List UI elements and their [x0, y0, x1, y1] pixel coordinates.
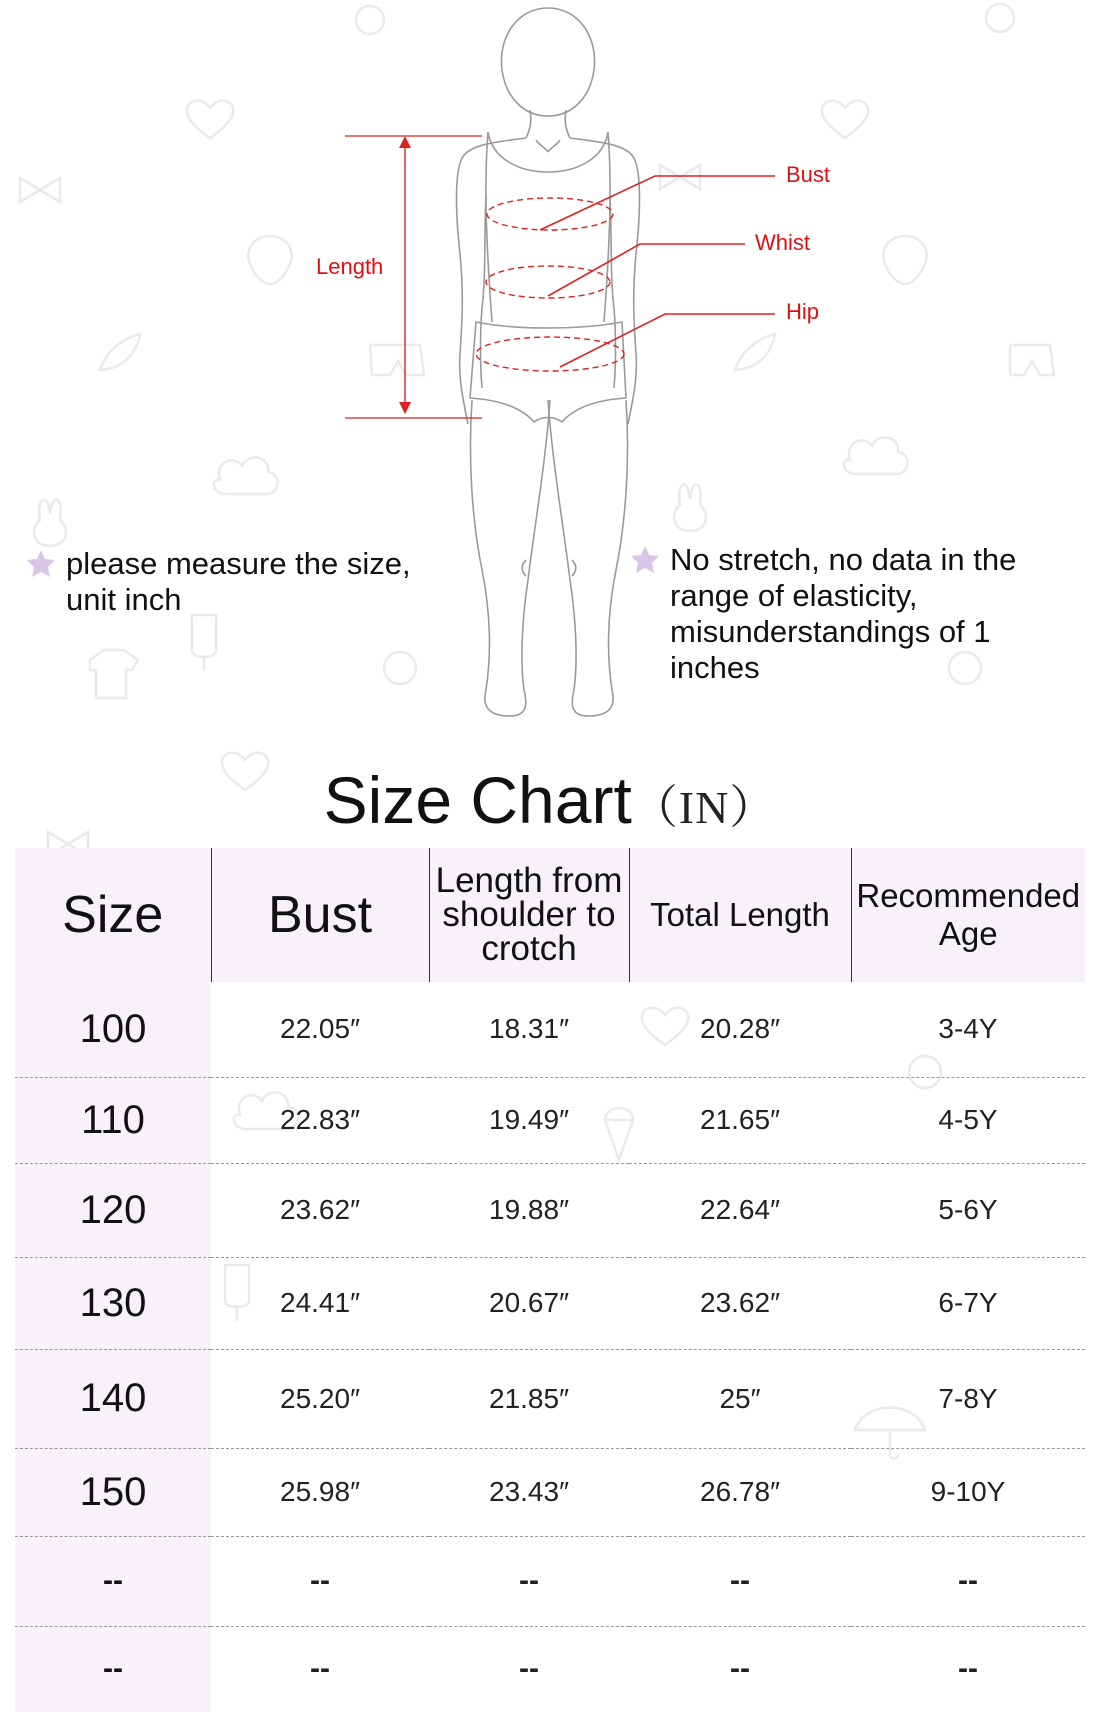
header-bust: Bust [211, 848, 429, 982]
size-cell: 120 [15, 1163, 211, 1257]
left-leg [470, 400, 550, 716]
right-note [670, 542, 1080, 686]
length-cell: 23.43″ [429, 1448, 629, 1536]
table-row [15, 1448, 1085, 1536]
head [501, 8, 594, 116]
bust-cell: 25.98″ [211, 1448, 429, 1536]
bust-cell: 25.20″ [211, 1349, 429, 1448]
left-arm [457, 138, 527, 424]
age-cell: 9-10Y [851, 1448, 1085, 1536]
table-row [15, 1077, 1085, 1163]
header-age: Recommended Age [851, 848, 1085, 982]
total-length-cell: 20.28″ [629, 982, 851, 1077]
bust-cell: 24.41″ [211, 1257, 429, 1349]
table-row [15, 1626, 1085, 1712]
waist-label: Whist [755, 230, 810, 255]
arrow-up-icon [399, 136, 411, 148]
right-inner-arm [610, 196, 616, 388]
hip-leader [560, 314, 775, 367]
bust-cell: 22.05″ [211, 982, 429, 1077]
size-table [15, 848, 1085, 1712]
length-cell: -- [519, 1652, 539, 1686]
size-cell: 100 [15, 982, 211, 1077]
table-header-row [15, 848, 1085, 982]
size-chart-title [0, 760, 1100, 848]
table-row [15, 1257, 1085, 1349]
age-cell: 6-7Y [851, 1257, 1085, 1349]
header-length: Length from shoulder to crotch [429, 848, 629, 982]
bust-cell: 23.62″ [211, 1163, 429, 1257]
hip-ellipse [476, 337, 624, 371]
total-length-cell: 22.64″ [629, 1163, 851, 1257]
length-cell: 21.85″ [429, 1349, 629, 1448]
age-cell: 5-6Y [851, 1163, 1085, 1257]
size-cell: 140 [15, 1349, 211, 1448]
age-cell: -- [851, 1536, 1085, 1626]
length-cell: 20.67″ [429, 1257, 629, 1349]
title-unit: （IN） [631, 782, 777, 833]
bust-leader [540, 176, 775, 230]
size-cell: 110 [15, 1077, 211, 1163]
size-cell: 150 [15, 1448, 211, 1536]
total-length-cell: 21.65″ [629, 1077, 851, 1163]
length-label: Length [316, 254, 384, 279]
title-text: Size Chart [323, 763, 632, 837]
hip-label: Hip [786, 299, 820, 324]
star-icon [630, 544, 660, 574]
length-cell: 18.31″ [429, 982, 629, 1077]
length-cell: -- [429, 1536, 629, 1626]
length-cell: 19.88″ [429, 1163, 629, 1257]
waist-leader [548, 244, 745, 296]
size-cell: -- [15, 1626, 211, 1712]
size-cell: -- [15, 1536, 211, 1626]
age-cell: 4-5Y [851, 1077, 1085, 1163]
left-note [66, 546, 466, 618]
right-note-text: No stretch, no data in the range of elasticity, misunderstandings of 1 inches [670, 542, 1017, 685]
bust-cell: -- [310, 1652, 330, 1686]
header-total-length: Total Length [629, 848, 851, 982]
star-icon [26, 548, 56, 578]
age-cell: 3-4Y [851, 982, 1085, 1077]
age-cell: -- [958, 1652, 978, 1686]
total-length-cell: 25″ [629, 1349, 851, 1448]
bust-cell: 22.83″ [211, 1077, 429, 1163]
arrow-down-icon [399, 402, 411, 414]
table-row [15, 1349, 1085, 1448]
bust-cell: -- [211, 1536, 429, 1626]
total-length-cell: 26.78″ [629, 1448, 851, 1536]
header-size: Size [15, 848, 211, 982]
total-length-cell: -- [629, 1536, 851, 1626]
left-inner-arm [481, 196, 487, 388]
table-row [15, 1536, 1085, 1626]
length-cell: 19.49″ [429, 1077, 629, 1163]
bust-label: Bust [786, 162, 831, 187]
size-cell: 130 [15, 1257, 211, 1349]
collarbone [536, 140, 560, 152]
left-note-text: please measure the size, unit inch [66, 546, 411, 617]
right-arm [570, 138, 640, 424]
right-leg [548, 400, 628, 716]
total-length-cell: 23.62″ [629, 1257, 851, 1349]
total-length-cell: -- [730, 1652, 750, 1686]
age-cell: 7-8Y [851, 1349, 1085, 1448]
table-row [15, 982, 1085, 1077]
table-row [15, 1163, 1085, 1257]
